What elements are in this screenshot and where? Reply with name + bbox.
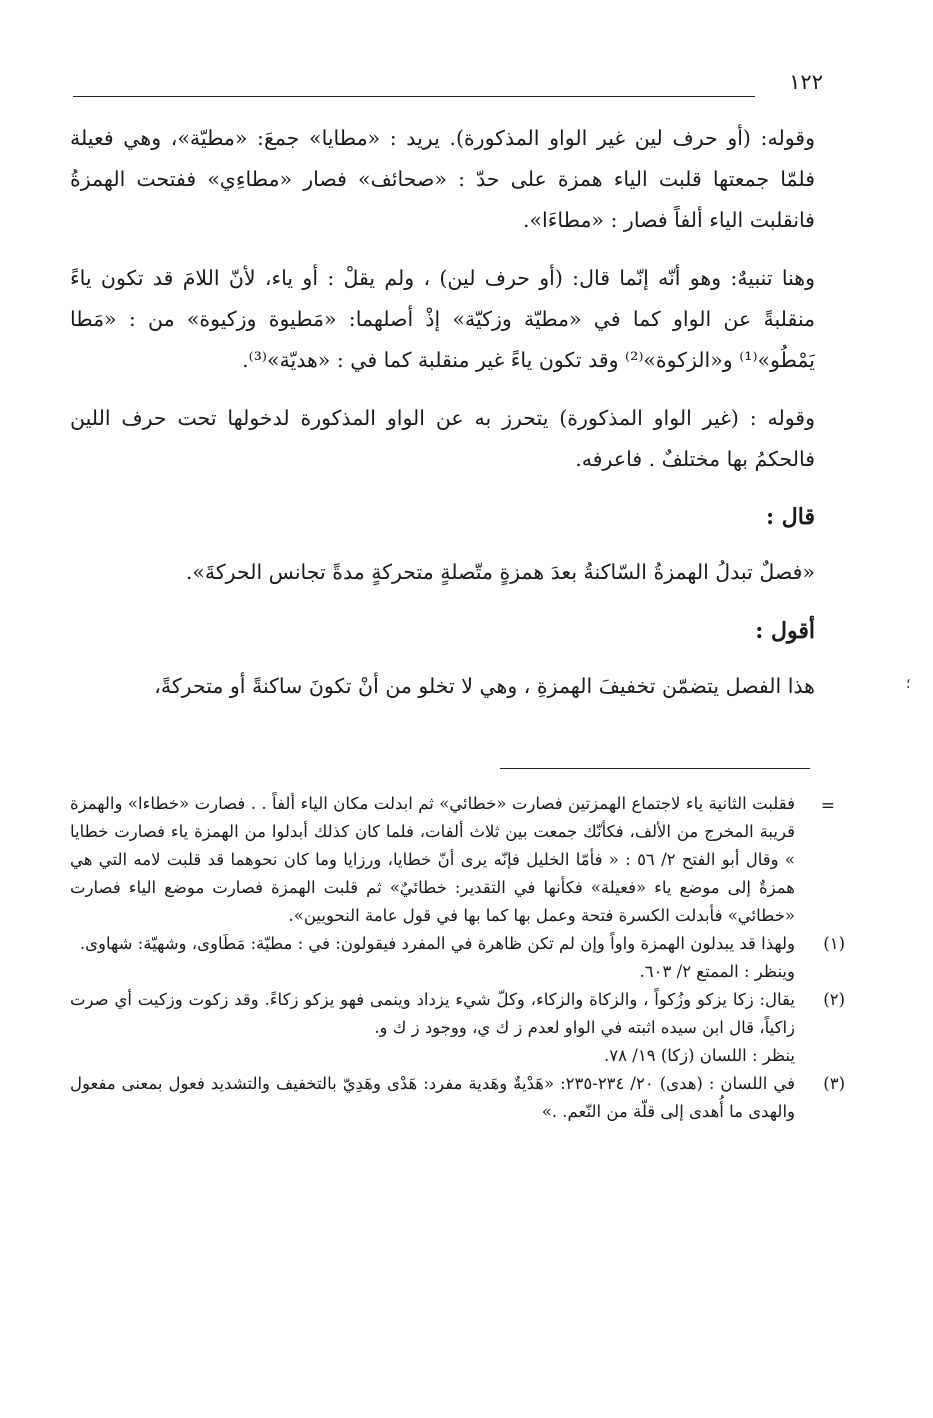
footnote-reference: ينظر : اللسان (زكا) ١٩/ ٧٨. [604,1046,795,1065]
footnote-number: (٣) [823,1074,845,1093]
header-rule [73,96,755,97]
footnote-body [70,930,795,986]
paragraph-2: وهنا تنبيهٌ: وهو أنّه إنّما قال: (أو حرف لين) ، ولم يقلْ : أو ياء، لأنّ اللامَ قد تكون ياءً منقلبةً عن الواو كما في «مطيّة وزكيّة» إذْ أصلهما: «مَطيوة وزكيوة» من : «مَطا يَمْطُو»⁽¹⁾ و«الزكوة»⁽²⁾ وقد تكون ياءً غير منقلبة كما في : «هديّة»⁽³⁾. [70,266,815,372]
footnote-3 [70,1070,845,1126]
footnote-body [70,1070,795,1126]
paragraph-3: وقوله : (غير الواو المذكورة) يتحرز به عن الواو المذكورة لدخولها تحت حرف اللين فالحكمُ بها مختلفٌ . فاعرفه. [70,406,815,471]
footnote-reference: وينظر : الممتع ٢/ ٦٠٣. [639,962,795,981]
heading-aqul: أقول : [755,618,815,644]
footnote-continuation [70,790,815,930]
footnote-line: في اللسان : (هدى) ٢٠/ ٢٣٤-٢٣٥: «هَدْيةٌ وهَدية مفرد: هَدْى وهَدِيّ بالتخفيف والتشديد فعول بمعنى مفعول والهدى ما أُهدى إلى قلّة من النّعم. .» [70,1074,795,1121]
quoted-text: «فصلٌ تبدلُ الهمزةُ السّاكنةُ بعدَ همزةٍ متّصلةٍ متحركةٍ مدةً تجانس الحركةَ». [185,560,815,584]
footnote-2 [70,986,845,1070]
heading-qal: قال : [766,504,815,530]
footnote-number: (١) [823,934,845,953]
footnote-number: (٢) [823,990,845,1009]
margin-mark: ؛ [906,676,911,692]
footnote-rule [500,768,810,769]
main-text [70,118,815,724]
paragraph-4: هذا الفصل يتضمّن تخفيفَ الهمزةِ ، وهي لا تخلو من أنْ تكونَ ساكنةً أو متحركةً، [154,674,815,698]
footnote-1 [70,930,845,986]
footnotes [70,790,845,1126]
footnote-continuation-mark: = [820,796,835,816]
footnote-continuation-text: فقلبت الثانية ياء لاجتماع الهمزتين فصارت «خطائي» ثم ابدلت مكان الياء ألفاً . . فصارت «خطاءا» والهمزة قريبة المخرج من الألف، فكأنّك جمعت بين ثلاث ألفات، فلما كان كذلك أبدلوا من الهمزة ياء فصارت خطايا » وقال أبو الفتح ٢/ ٥٦ : « فأمّا الخليل فإنّه يرى أنّ خطايا، ورزايا وما كان نحوهما قد قلبت لامه التي هي همزةٌ إلى موضع ياء «فعيلة» فكأنها في التقدير: خطائيٌ» ثم قلبت الهمزة فصارت موضع الياء فصارت «خطائي» فأبدلت الكسرة فتحة وعمل بها كما بها في قول عامة النحويين». [70,794,795,925]
footnote-line: يقال: زكا يزكو وزُكواً ، والزكاة والزكاء، وكلّ شيء يزداد وينمى فهو يزكو زكاءً. وقد زكوت وزكيت أي صرت زاكياً، قال ابن سيده اثبته في الواو لعدم ز ك ي، ووجود ز ك و. [70,990,795,1037]
page-number: ١٢٢ [789,70,823,94]
footnote-body [70,986,795,1070]
paragraph-1: وقوله: (أو حرف لين غير الواو المذكورة). يريد : «مطايا» جمعَ: «مطيّة»، وهي فعيلة فلمّا جمعتها قلبت الياء همزة على حدّ : «صحائف» فصار «مطاءِي» ففتحت الهمزةُ فانقلبت الياء ألفاً فصار : «مطاءَا». [70,126,815,232]
footnote-line: ولهذا قد يبدلون الهمزة واواً وإن لم تكن ظاهرة في المفرد فيقولون: في : مطيّة: مَطَاوى، وشهيّة: شهاوى. [79,934,795,953]
footnote-number [795,790,845,930]
